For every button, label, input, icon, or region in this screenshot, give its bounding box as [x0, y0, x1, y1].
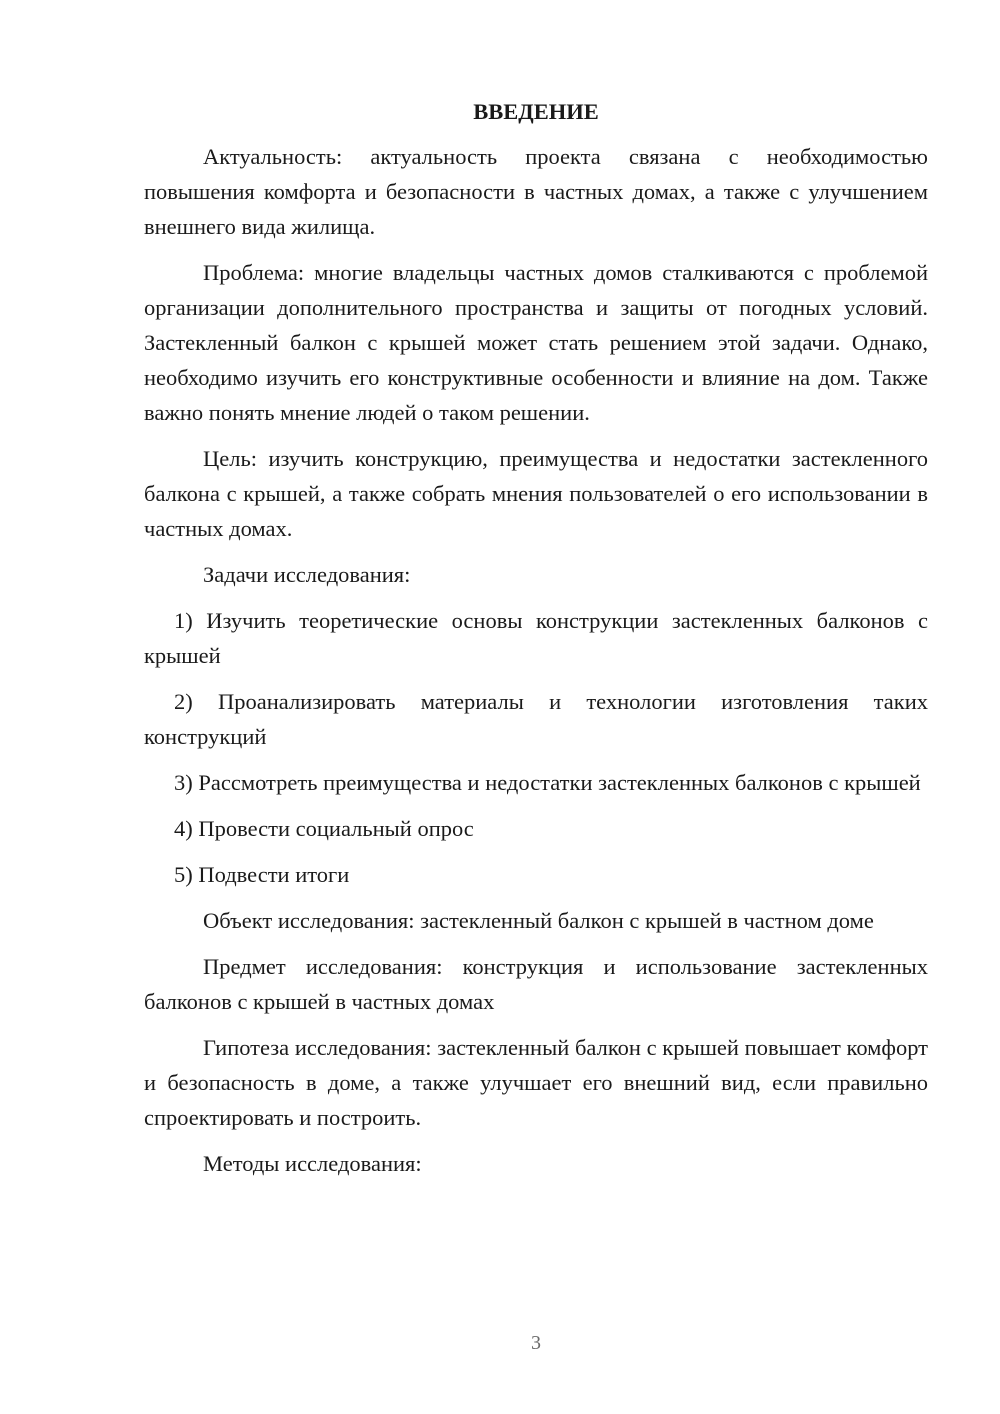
- section-title: ВВЕДЕНИЕ: [473, 99, 599, 124]
- list-item-task-4: 4) Провести социальный опрос: [174, 816, 474, 841]
- paragraph-goal: Цель: изучить конструкцию, преимущества и недостатки застекленного балкона с крышей, а также собрать мнения пользователей о его использовании в частных домах.: [144, 446, 928, 541]
- list-item-task-5: 5) Подвести итоги: [174, 862, 350, 887]
- list-item-task-1: 1) Изучить теоретические основы конструкции застекленных балконов с крышей: [144, 608, 928, 668]
- page-number: 3: [531, 1332, 541, 1354]
- paragraph-relevance: Актуальность: актуальность проекта связана с необходимостью повышения комфорта и безопасности в частных домах, а также с улучшением внешнего вида жилища.: [144, 144, 928, 239]
- paragraph-subject: Предмет исследования: конструкция и использование застекленных балконов с крышей в частных домах: [144, 954, 928, 1014]
- paragraph-methods: Методы исследования:: [203, 1151, 422, 1176]
- page-content: [144, 94, 928, 1192]
- tasks-heading: Задачи исследования:: [203, 562, 411, 587]
- paragraph-object: Объект исследования: застекленный балкон с крышей в частном доме: [203, 908, 874, 933]
- list-item-task-3: 3) Рассмотреть преимущества и недостатки застекленных балконов с крышей: [174, 770, 921, 795]
- paragraph-problem: Проблема: многие владельцы частных домов сталкиваются с проблемой организации дополнительного пространства и защиты от погодных условий. Застекленный балкон с крышей может стать решением этой задачи. Однако, необходимо изучить его конструктивные особенности и влияние на дом. Также важно понять мнение людей о таком решении.: [144, 260, 928, 425]
- paragraph-hypothesis: Гипотеза исследования: застекленный балкон с крышей повышает комфорт и безопасность в доме, а также улучшает его внешний вид, если правильно спроектировать и построить.: [144, 1035, 928, 1130]
- list-item-task-2: 2) Проанализировать материалы и технологии изготовления таких конструкций: [144, 689, 928, 749]
